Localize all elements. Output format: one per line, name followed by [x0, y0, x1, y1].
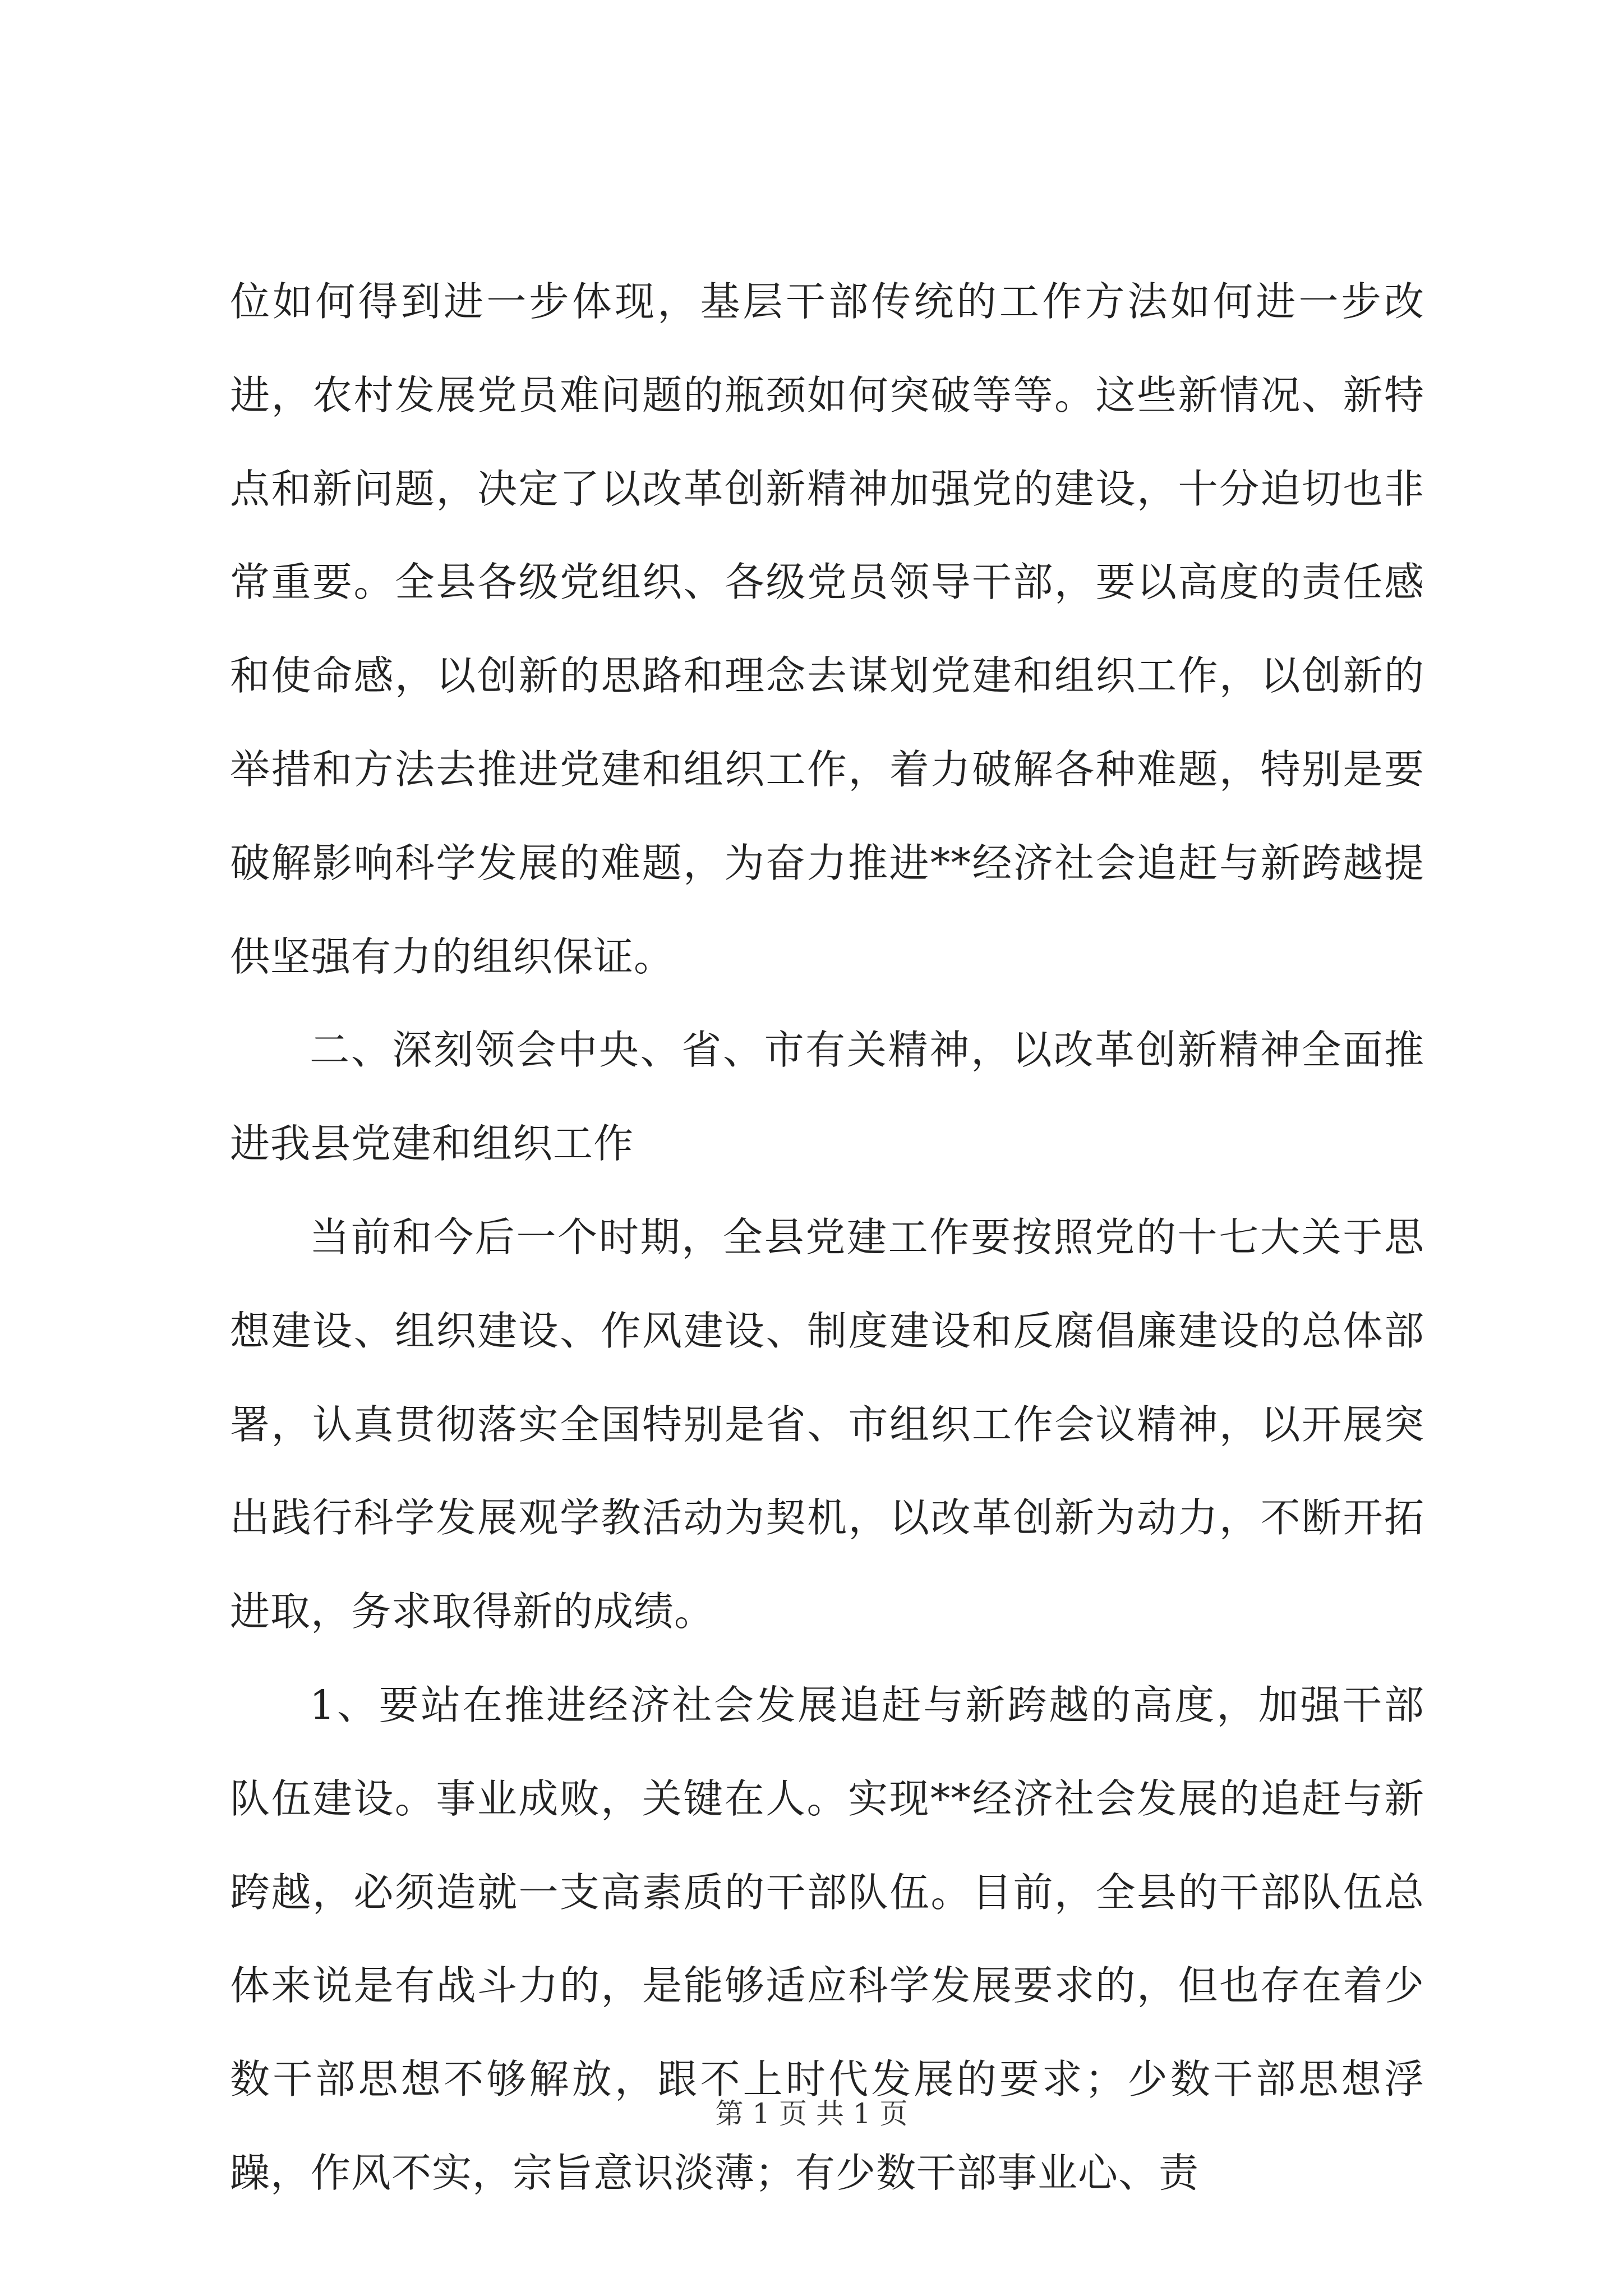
- section-heading: 二、深刻领会中央、省、市有关精神，以改革创新精神全面推进我县党建和组织工作: [230, 1027, 1424, 1167]
- page-footer: 第 1 页 共 1 页: [715, 2097, 908, 2130]
- paragraph-overview: 当前和今后一个时期，全县党建工作要按照党的十七大关于思想建设、组织建设、作风建设、制度建设和反腐倡廉建设的总体部署，认真贯彻落实全国特别是省、市组织工作会议精神，以开展突出践行科学发展观学教活动为契机，以改革创新为动力，不断开拓进取，务求取得新的成绩。: [230, 1213, 1424, 1635]
- paragraph-continuation: 位如何得到进一步体现，基层干部传统的工作方法如何进一步改进，农村发展党员难问题的瓶颈如何突破等等。这些新情况、新特点和新问题，决定了以改革创新精神加强党的建设，十分迫切也非常重要。全县各级党组织、各级党员领导干部，要以高度的责任感和使命感，以创新的思路和理念去谋划党建和组织工作，以创新的举措和方法去推进党建和组织工作，着力破解各种难题，特别是要破解影响科学发展的难题，为奋力推进**经济社会追赶与新跨越提供坚强有力的组织保证。: [230, 278, 1424, 980]
- paragraph-item-1: 1、要站在推进经济社会发展追赶与新跨越的高度，加强干部队伍建设。事业成败，关键在人。实现**经济社会发展的追赶与新跨越，必须造就一支高素质的干部队伍。目前，全县的干部队伍总体来说是有战斗力的，是能够适应科学发展要求的，但也存在着少数干部思想不够解放，跟不上时代发展的要求；少数干部思想浮躁，作风不实，宗旨意识淡薄；有少数干部事业心、责: [230, 1681, 1424, 2196]
- document-body: [230, 255, 1424, 2220]
